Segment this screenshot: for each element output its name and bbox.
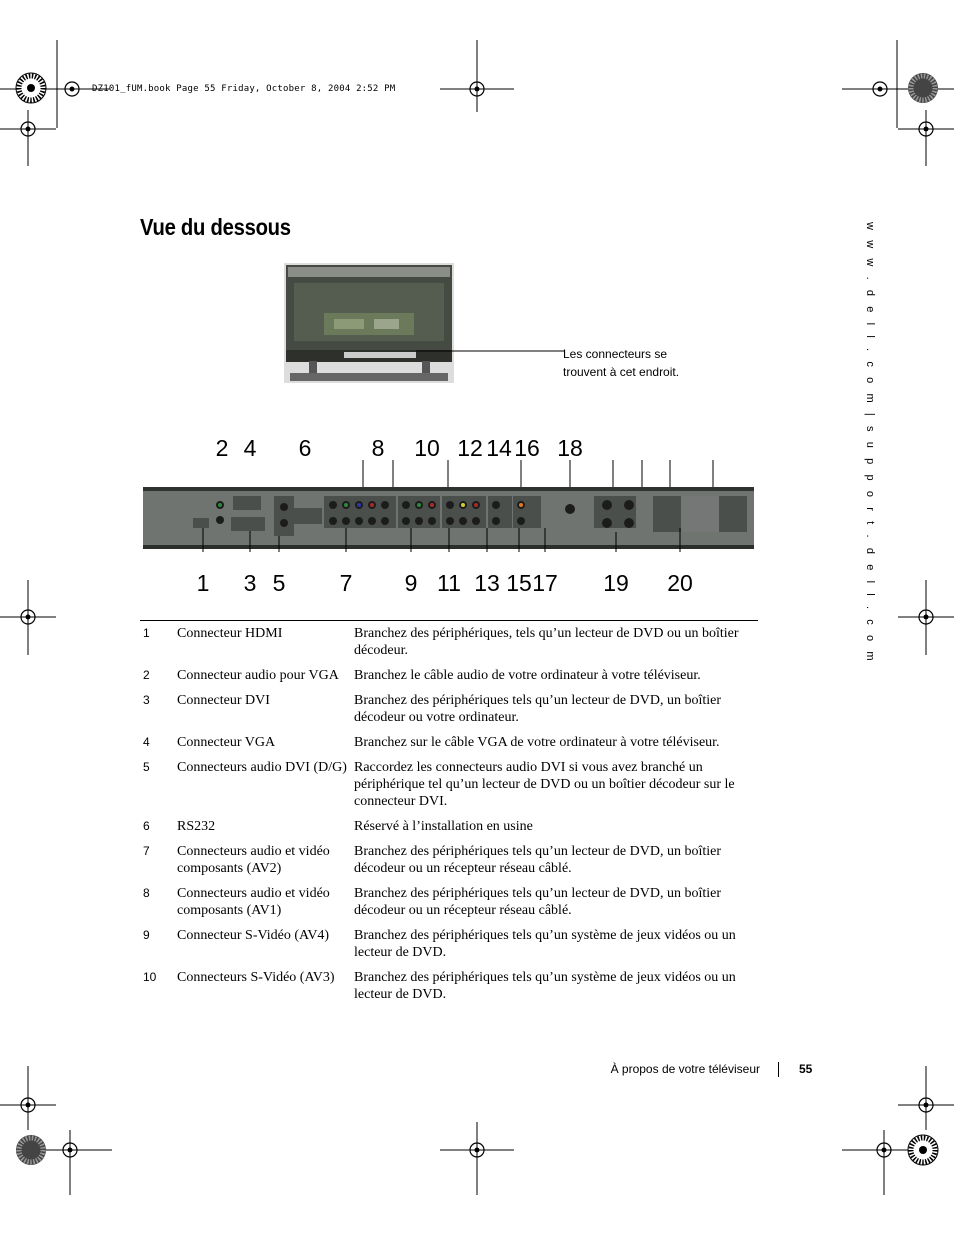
row-description: Branchez le câble audio de votre ordinateur à votre téléviseur. xyxy=(354,668,701,683)
side-url-text: w w w . d e l l . c o m | s u p p o r t . d e l l . c o m xyxy=(864,222,876,665)
footer-chapter-title: À propos de votre téléviseur xyxy=(610,1062,760,1076)
row-number: 3 xyxy=(143,693,150,707)
row-number: 2 xyxy=(143,668,150,682)
panel-number-12: 12 xyxy=(457,435,483,461)
row-connector: Connecteurs audio et vidéo composants (AV2) xyxy=(177,844,330,876)
panel-number-3: 3 xyxy=(243,570,257,596)
row-number: 7 xyxy=(143,844,150,858)
row-connector: Connecteurs audio et vidéo composants (AV1) xyxy=(177,886,330,918)
row-description: Raccordez les connecteurs audio DVI si vous avez branché un périphérique tel qu’un lecteur de DVD ou un boîtier décodeur sur le connecteur DVI. xyxy=(354,760,735,809)
panel-number-1: 1 xyxy=(196,570,210,596)
row-number: 8 xyxy=(143,886,150,900)
row-connector: Connecteur VGA xyxy=(177,735,276,750)
panel-number-5: 5 xyxy=(272,570,286,596)
row-description: Branchez des périphériques tels qu’un lecteur de DVD, un boîtier décodeur ou un récepteur réseau câblé. xyxy=(354,886,721,918)
row-number: 6 xyxy=(143,819,150,833)
panel-number-2: 2 xyxy=(215,435,229,461)
row-connector: RS232 xyxy=(177,819,216,834)
row-number: 9 xyxy=(143,928,150,942)
panel-number-20: 20 xyxy=(667,570,693,596)
row-connector: Connecteurs S-Vidéo (AV3) xyxy=(177,970,335,985)
table-row xyxy=(140,756,758,815)
table-row xyxy=(140,731,758,756)
tv-back-image xyxy=(284,263,454,383)
row-description: Branchez des périphériques tels qu’un lecteur de DVD, un boîtier décodeur ou votre ordinateur. xyxy=(354,693,721,725)
row-description: Branchez des périphériques tels qu’un système de jeux vidéos ou un lecteur de DVD. xyxy=(354,928,736,960)
row-description: Réservé à l’installation en usine xyxy=(354,819,533,834)
row-description: Branchez des périphériques tels qu’un lecteur de DVD, un boîtier décodeur ou un récepteur réseau câblé. xyxy=(354,844,721,876)
panel-number-19: 19 xyxy=(603,570,629,596)
panel-number-13: 13 xyxy=(474,570,500,596)
panel-number-9: 9 xyxy=(404,570,418,596)
row-description: Branchez sur le câble VGA de votre ordinateur à votre téléviseur. xyxy=(354,735,720,750)
panel-number-14: 14 xyxy=(486,435,512,461)
panel-number-15: 15 xyxy=(506,570,532,596)
table-row xyxy=(140,924,758,966)
row-connector: Connecteur audio pour VGA xyxy=(177,668,339,683)
row-connector: Connecteur S-Vidéo (AV4) xyxy=(177,928,330,943)
table-row xyxy=(140,966,758,1008)
callout-leader xyxy=(380,340,570,360)
connector-location-callout xyxy=(563,345,679,381)
panel-number-8: 8 xyxy=(371,435,385,461)
panel-number-6: 6 xyxy=(298,435,312,461)
panel-number-10: 10 xyxy=(414,435,440,461)
panel-number-11: 11 xyxy=(437,570,461,596)
table-row xyxy=(140,840,758,882)
file-info-header: DZ101_fUM.book Page 55 Friday, October 8, 2004 2:52 PM xyxy=(92,84,396,94)
panel-number-7: 7 xyxy=(339,570,353,596)
panel-number-18: 18 xyxy=(557,435,583,461)
row-number: 5 xyxy=(143,760,150,774)
row-number: 4 xyxy=(143,735,150,749)
table-row xyxy=(140,664,758,689)
row-connector: Connecteur DVI xyxy=(177,693,270,708)
row-description: Branchez des périphériques, tels qu’un lecteur de DVD ou un boîtier décodeur. xyxy=(354,626,739,658)
row-number: 10 xyxy=(143,970,157,984)
callout-line-2: trouvent à cet endroit. xyxy=(563,365,680,379)
connector-table xyxy=(140,620,758,1008)
panel-number-4: 4 xyxy=(243,435,257,461)
row-connector: Connecteur HDMI xyxy=(177,626,283,641)
panel-number-17: 17 xyxy=(532,570,558,596)
page-number: 55 xyxy=(799,1062,813,1076)
footer-divider xyxy=(778,1062,779,1077)
table-row xyxy=(140,689,758,731)
row-description: Branchez des périphériques tels qu’un système de jeux vidéos ou un lecteur de DVD. xyxy=(354,970,736,1002)
connector-panel-image xyxy=(143,460,754,580)
section-title: Vue du dessous xyxy=(140,214,291,240)
side-url xyxy=(864,222,884,665)
table-row xyxy=(140,815,758,840)
row-number: 1 xyxy=(143,626,150,640)
table-row xyxy=(140,621,758,665)
panel-number-16: 16 xyxy=(514,435,540,461)
callout-line-1: Les connecteurs se xyxy=(563,347,668,361)
row-connector: Connecteurs audio DVI (D/G) xyxy=(177,760,347,775)
table-row xyxy=(140,882,758,924)
